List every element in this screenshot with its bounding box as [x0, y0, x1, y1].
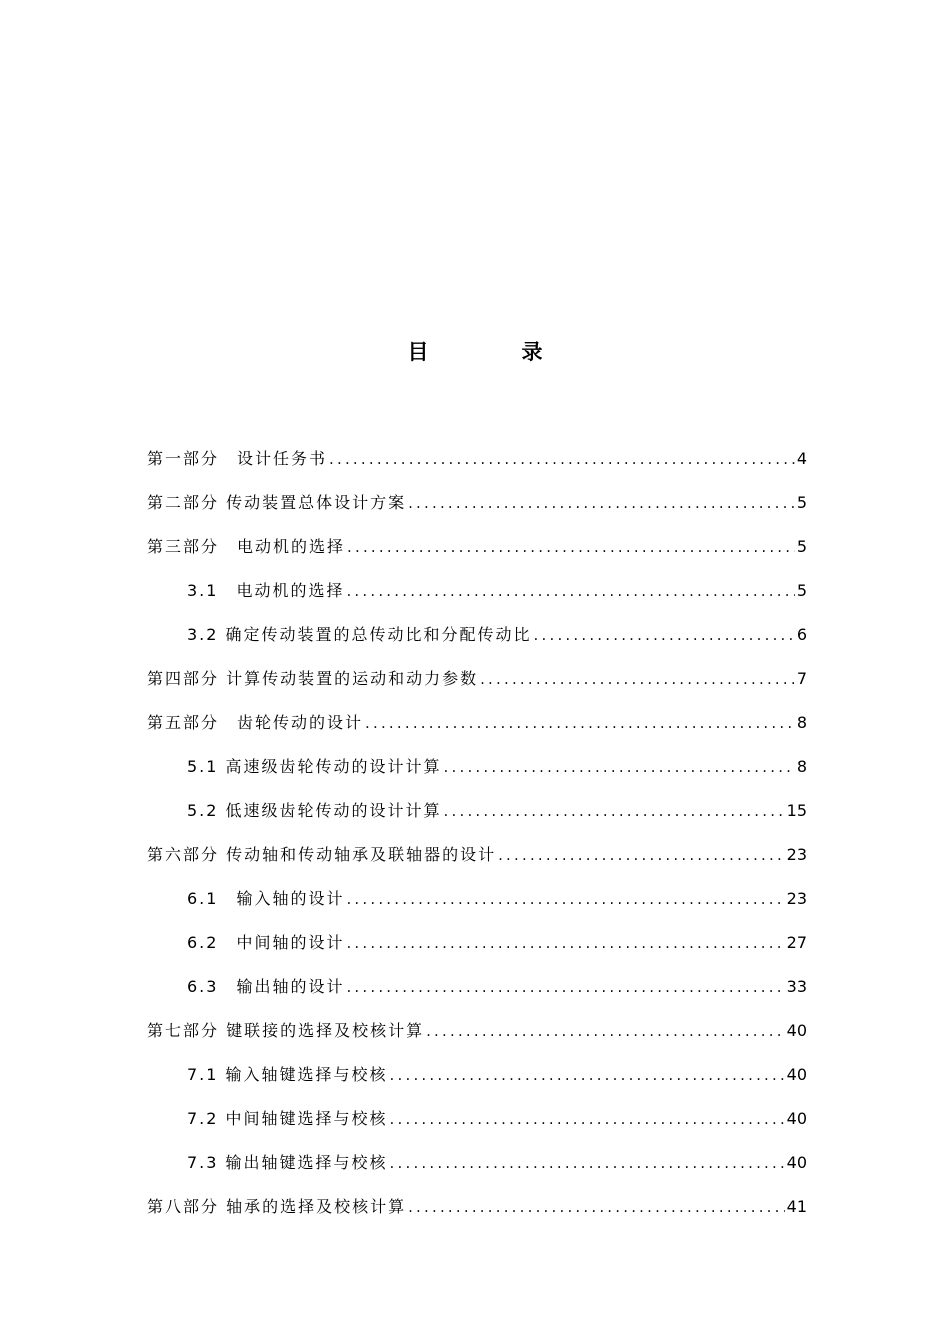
- toc-leader-dots: [390, 1053, 785, 1097]
- toc-entry[interactable]: [187, 1141, 807, 1185]
- toc-leader-dots: [346, 921, 784, 965]
- toc-entry[interactable]: [187, 613, 807, 657]
- toc-leader-dots: [346, 965, 784, 1009]
- toc-entry-label: 6.1 输入轴的设计: [187, 889, 345, 908]
- toc-entry-page: 8: [796, 757, 807, 776]
- toc-entry-label: 7.2 中间轴键选择与校核: [187, 1109, 388, 1128]
- toc-leader-dots: [408, 1185, 785, 1229]
- toc-entry[interactable]: [147, 701, 807, 745]
- toc-entry[interactable]: [187, 1097, 807, 1141]
- toc-entry-page: 41: [786, 1197, 807, 1216]
- toc-entry-page: 8: [796, 713, 807, 732]
- toc-entry-page: 4: [796, 449, 807, 468]
- toc-entry[interactable]: [187, 569, 807, 613]
- toc-entry[interactable]: [187, 921, 807, 965]
- toc-entry-page: 5: [796, 537, 807, 556]
- toc-entry[interactable]: [147, 657, 807, 701]
- toc-entry-page: 40: [786, 1065, 807, 1084]
- toc-entry[interactable]: [147, 525, 807, 569]
- toc-entry[interactable]: [187, 877, 807, 921]
- toc-entry-label: 第二部分 传动装置总体设计方案: [147, 493, 407, 512]
- toc-entry-label: 7.3 输出轴键选择与校核: [187, 1153, 388, 1172]
- toc-entry-label: 第八部分 轴承的选择及校核计算: [147, 1197, 407, 1216]
- toc-leader-dots: [329, 437, 795, 481]
- toc-entry[interactable]: [147, 481, 807, 525]
- toc-entry-label: 第四部分 计算传动装置的运动和动力参数: [147, 669, 479, 688]
- toc-leader-dots: [390, 1141, 785, 1185]
- toc-entry-label: 第六部分 传动轴和传动轴承及联轴器的设计: [147, 845, 497, 864]
- toc-entry-page: 5: [796, 581, 807, 600]
- toc-entry[interactable]: [147, 437, 807, 481]
- toc-entry-page: 6: [796, 625, 807, 644]
- toc-entry-page: 15: [786, 801, 807, 820]
- toc-leader-dots: [346, 877, 784, 921]
- toc-entry-page: 5: [796, 493, 807, 512]
- toc-leader-dots: [498, 833, 785, 877]
- toc-leader-dots: [347, 525, 795, 569]
- toc-entry-page: 40: [786, 1153, 807, 1172]
- toc-entry-page: 40: [786, 1021, 807, 1040]
- toc-entry[interactable]: [147, 1185, 807, 1229]
- toc-entry-label: 7.1 输入轴键选择与校核: [187, 1065, 388, 1084]
- toc-entry-page: 23: [786, 845, 807, 864]
- toc-entry[interactable]: [187, 745, 807, 789]
- toc-entry-label: 第一部分 设计任务书: [147, 449, 328, 468]
- toc-entry-page: 23: [786, 889, 807, 908]
- toc-leader-dots: [444, 745, 795, 789]
- toc-entry-label: 第七部分 键联接的选择及校核计算: [147, 1021, 425, 1040]
- toc-leader-dots: [480, 657, 795, 701]
- toc-entry[interactable]: [187, 789, 807, 833]
- toc-leader-dots: [408, 481, 795, 525]
- toc-entry-label: 6.2 中间轴的设计: [187, 933, 345, 952]
- toc-leader-dots: [365, 701, 795, 745]
- toc-leader-dots: [346, 569, 794, 613]
- toc-entry-page: 7: [796, 669, 807, 688]
- toc-entry-label: 第五部分 齿轮传动的设计: [147, 713, 364, 732]
- toc-entry[interactable]: [147, 833, 807, 877]
- toc-leader-dots: [534, 613, 795, 657]
- toc-leader-dots: [390, 1097, 785, 1141]
- toc-entry[interactable]: [187, 965, 807, 1009]
- toc-entry-label: 第三部分 电动机的选择: [147, 537, 346, 556]
- toc-entry-label: 5.1 高速级齿轮传动的设计计算: [187, 757, 442, 776]
- toc-entry[interactable]: [187, 1053, 807, 1097]
- page-title: 目 录: [407, 340, 579, 364]
- toc-entry-label: 3.2 确定传动装置的总传动比和分配传动比: [187, 625, 532, 644]
- toc-entry[interactable]: [147, 1009, 807, 1053]
- toc-leader-dots: [444, 789, 785, 833]
- toc-leader-dots: [426, 1009, 785, 1053]
- toc-entry-label: 3.1 电动机的选择: [187, 581, 345, 600]
- toc-entry-label: 6.3 输出轴的设计: [187, 977, 345, 996]
- toc-entry-page: 33: [786, 977, 807, 996]
- toc-entry-page: 27: [786, 933, 807, 952]
- toc-entry-label: 5.2 低速级齿轮传动的设计计算: [187, 801, 442, 820]
- toc-entry-page: 40: [786, 1109, 807, 1128]
